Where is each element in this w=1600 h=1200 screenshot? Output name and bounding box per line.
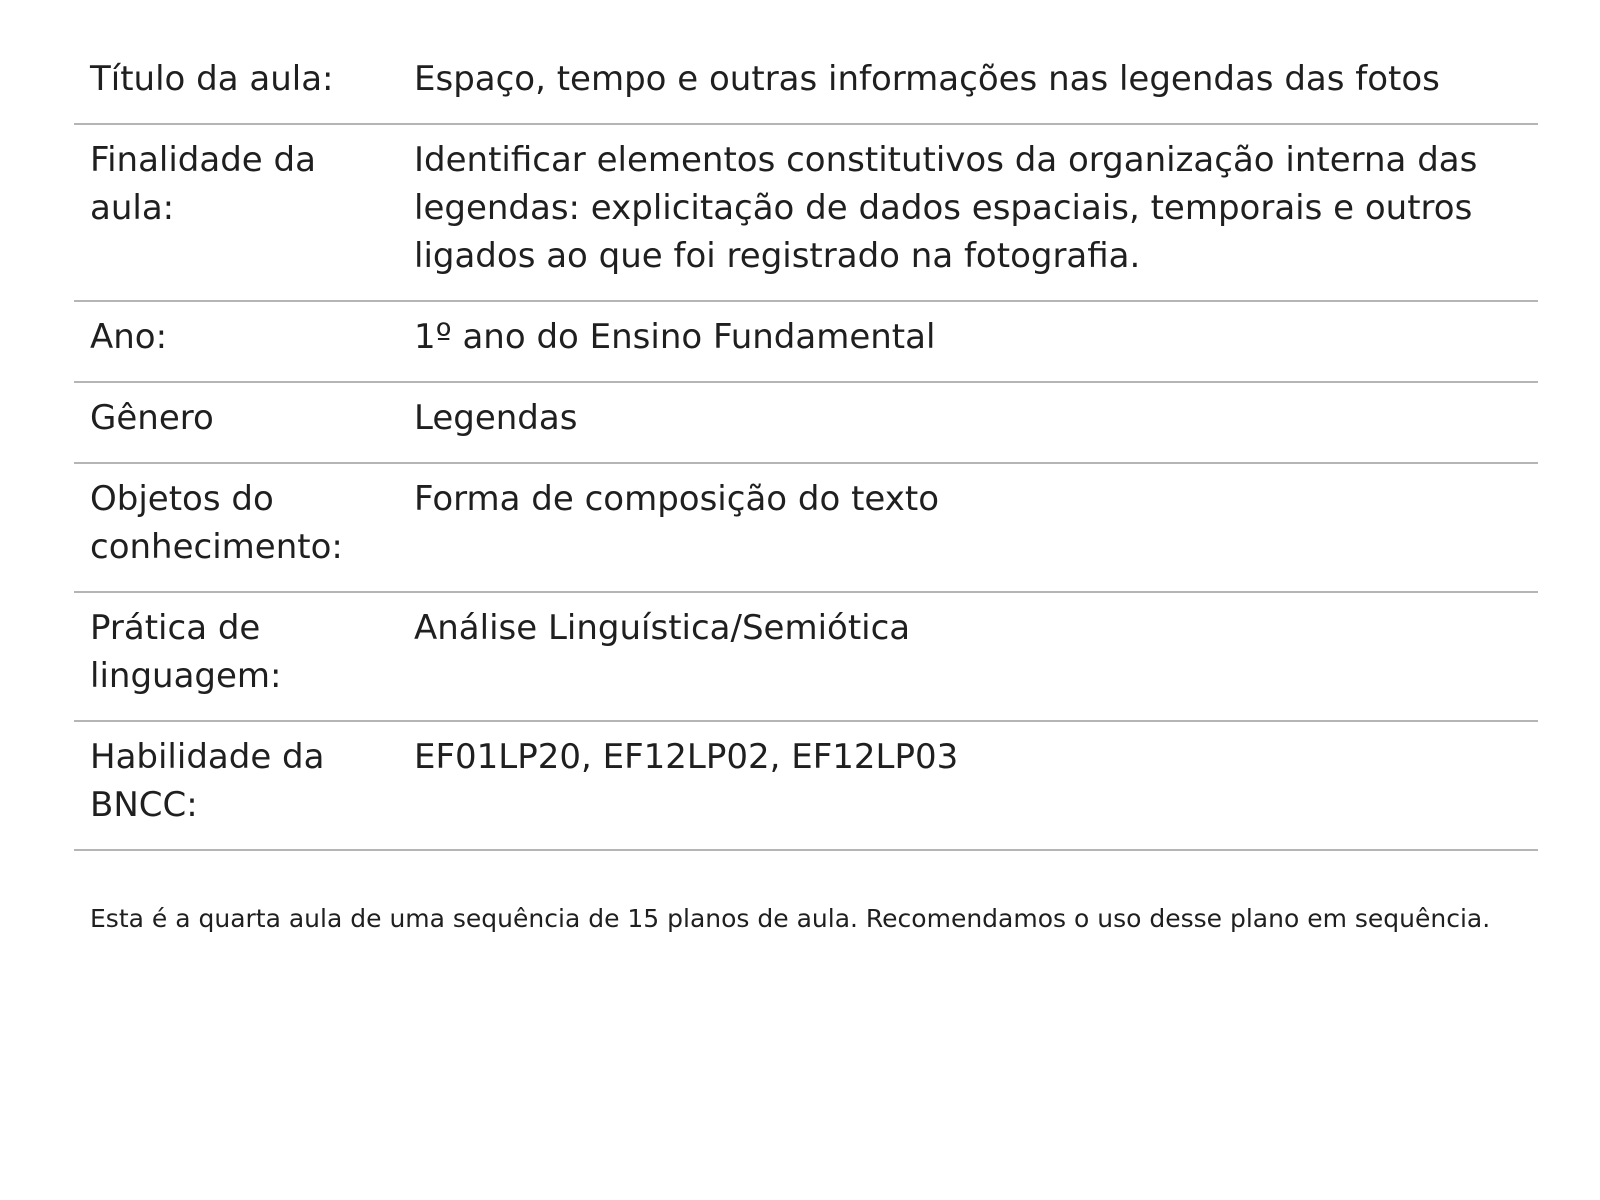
row-value: Legendas [414, 398, 578, 438]
row-value: 1º ano do Ensino Fundamental [414, 317, 936, 357]
row-label: Ano: [90, 317, 168, 357]
row-titulo [74, 44, 1538, 124]
row-finalidade [74, 124, 1538, 301]
footer-note: Esta é a quarta aula de uma sequência de 15 planos de aula. Recomendamos o uso desse plano em sequência. [90, 904, 1491, 933]
row-label: Gênero [90, 398, 214, 438]
row-objetos [74, 463, 1538, 592]
row-value: Análise Linguística/Semiótica [414, 608, 911, 648]
row-value: EF01LP20, EF12LP02, EF12LP03 [414, 737, 959, 777]
row-habilidade [74, 721, 1538, 850]
row-label: Finalidade da aula: [90, 140, 316, 228]
row-genero [74, 382, 1538, 463]
row-ano [74, 301, 1538, 382]
row-value: Identificar elementos constitutivos da organização interna das legendas: explicitação de dados espaciais, temporais e outros ligados ao que foi registrado na fotografia. [414, 140, 1478, 276]
row-label: Habilidade da BNCC: [90, 737, 325, 825]
row-label: Objetos do conhecimento: [90, 479, 343, 567]
row-pratica [74, 592, 1538, 721]
row-value: Espaço, tempo e outras informações nas legendas das fotos [414, 59, 1440, 99]
row-value: Forma de composição do texto [414, 479, 939, 519]
row-label: Prática de linguagem: [90, 608, 282, 696]
lesson-info-table [74, 44, 1538, 851]
row-label: Título da aula: [90, 59, 334, 99]
